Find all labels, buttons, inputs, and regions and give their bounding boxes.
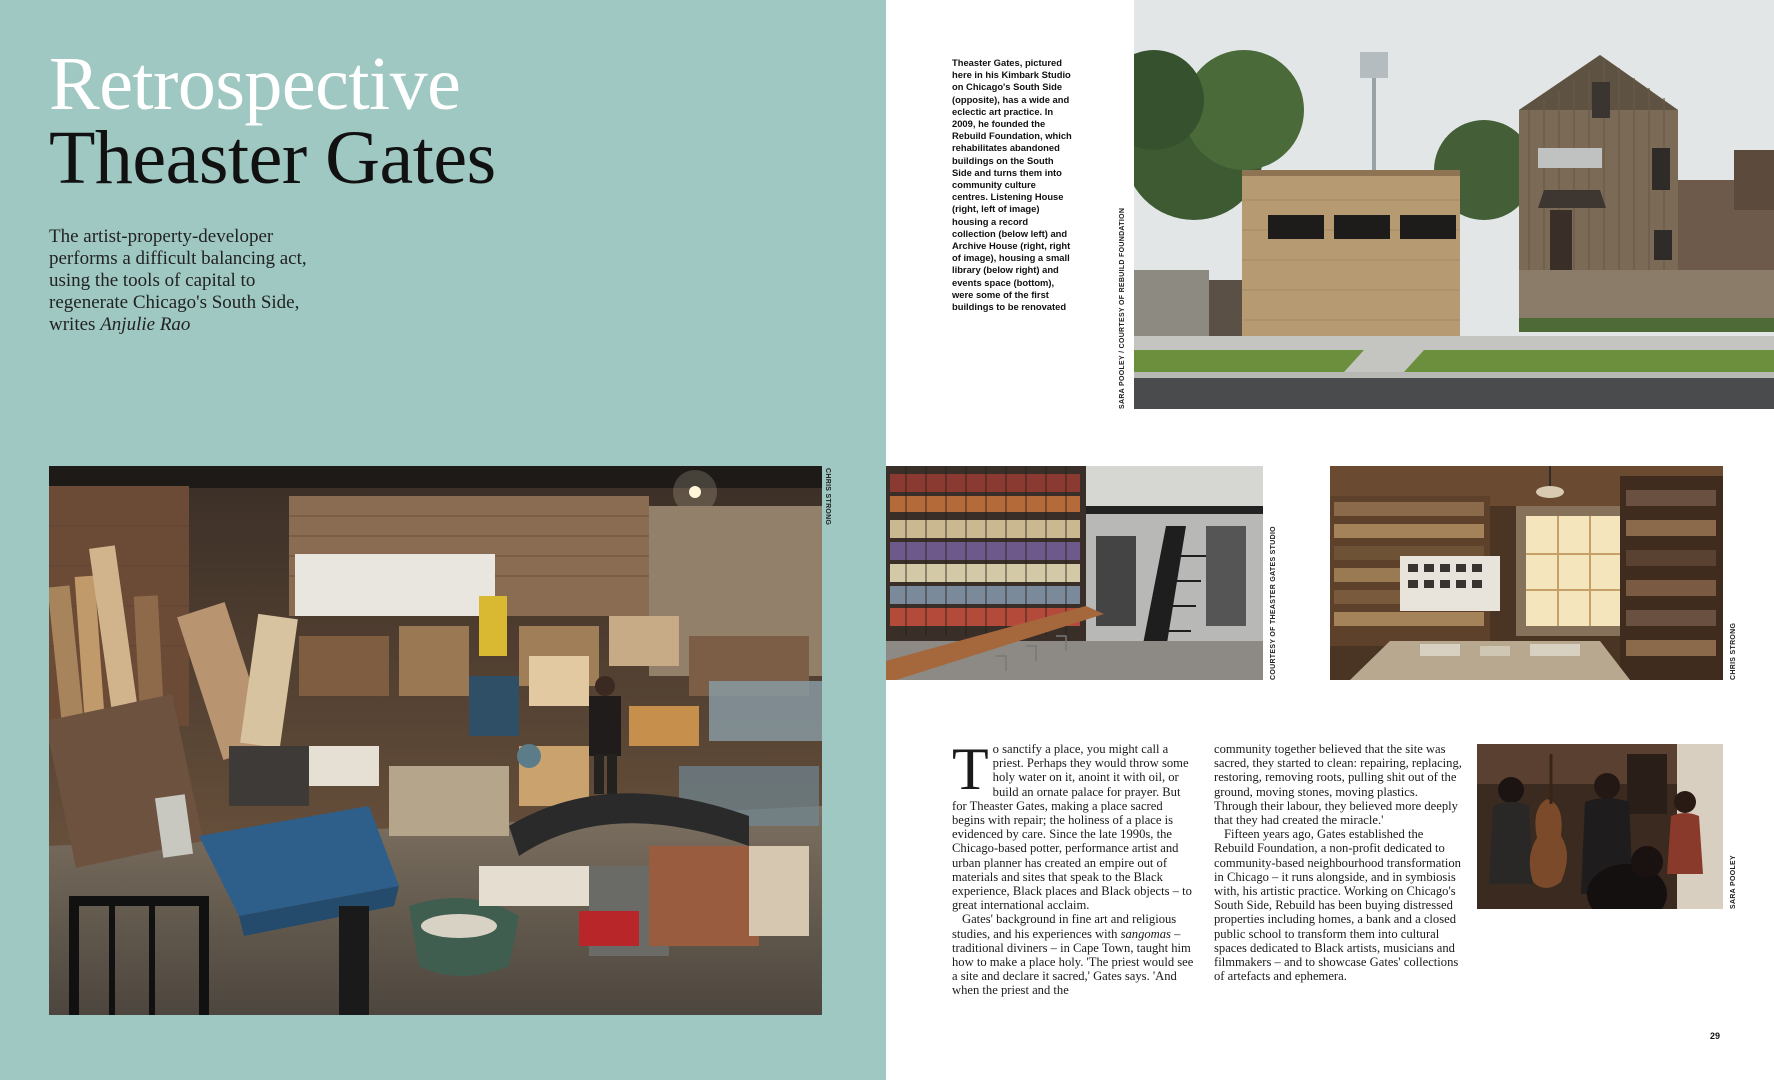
body-column-1 <box>952 736 1196 998</box>
archive-photo <box>1330 466 1723 680</box>
body-paragraph: o sanctify a place, you might call a priest. Perhaps they would throw some holy water on it, anoint it with oil, or build an ornate palace for prayer. But for Theaster Gates, making a place sacred begins with repair; the holiness of a place is evidenced by care. Since the late 1990s, the Chicago-based potter, performance artist and urban planner has created an empire out of materials and sites that speak to the Black experience, Black places and Black objects – to great international acclaim. <box>952 742 1192 913</box>
photo-caption: Theaster Gates, pictured here in his Kimbark Studio on Chicago's South Side (opposite), has a wide and eclectic art practice. In 2009, he founded the Rebuild Foundation, which rehabilitates abandoned buildings on the South Side and turns them into community culture centres. Listening House (right, left of image) housing a record collection (below left) and Archive House (right, right of image), housing a small library (below right) and events space (bottom), were some of the first buildings to be renovated <box>952 57 1072 313</box>
page-number: 29 <box>1710 1031 1721 1041</box>
dropcap: T <box>952 736 989 802</box>
body-paragraph: Gates' background in fine art and religious studies, and his experiences with <box>952 912 1177 941</box>
body-paragraph: – traditional diviners – in Cape Town, taught him how to make a place holy. 'The priest would see a site and declare it sacred,' Gates says. 'And when the priest and the <box>952 926 1194 998</box>
event-photo <box>1477 744 1723 909</box>
headline-kicker: Retrospective <box>49 42 461 126</box>
archive-illustration <box>1330 466 1723 680</box>
left-page <box>0 0 886 1080</box>
standfirst-author: Anjulie Rao <box>100 314 191 335</box>
body-column-2 <box>1214 742 1464 983</box>
headline-title: Theaster Gates <box>49 116 496 200</box>
house-photo-credit: SARA POOLEY / COURTESY OF REBUILD FOUNDATION <box>1119 207 1126 409</box>
standfirst-text: The artist-property-developer performs a difficult balancing act, using the tools of capital to regenerate Chicago's South Side, writes <box>49 226 307 335</box>
body-paragraph: community together believed that the site was sacred, they started to clean: repairing, replacing, restoring, removing roots, pulling shit out of the ground, moving stones, moving plastics. Through their labour, they believed more deeply that they had created the miracle.' <box>1214 742 1462 828</box>
body-italic: sangomas <box>1120 926 1171 941</box>
event-photo-credit: SARA POOLEY <box>1730 855 1737 909</box>
body-paragraph: Fifteen years ago, Gates established the Rebuild Foundation, a non-profit dedicated to community-based neighbourhood transformation in Chicago – it runs alongside, and in symbiosis with, his artistic practice. Working on Chicago's South Side, Rebuild has been buying distressed properties including homes, a bank and a closed public school to transform them into cultural spaces dedicated to Black artists, musicians and filmmakers – and to showcase Gates' collections of artefacts and ephemera. <box>1214 827 1461 984</box>
standfirst <box>49 226 319 336</box>
event-illustration <box>1477 744 1723 909</box>
library-photo-credit: COURTESY OF THEASTER GATES STUDIO <box>1270 526 1277 680</box>
library-illustration <box>886 466 1263 680</box>
studio-illustration <box>49 466 822 1015</box>
studio-photo <box>49 466 822 1015</box>
house-photo <box>1134 0 1774 409</box>
archive-photo-credit: CHRIS STRONG <box>1730 622 1737 680</box>
library-photo <box>886 466 1263 680</box>
studio-photo-credit: CHRIS STRONG <box>824 468 831 526</box>
house-illustration <box>1134 0 1774 409</box>
